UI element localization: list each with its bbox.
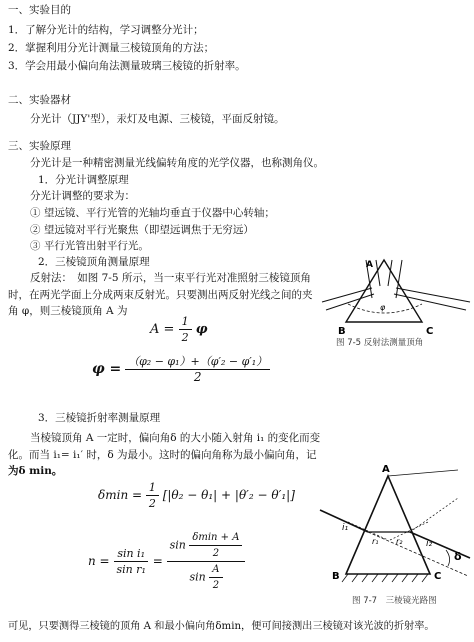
equipment-text: 分光计（JJY'型），汞灯及电源、三棱镜，平面反射镜。 — [30, 113, 285, 125]
fig77-r2-label: r₂ — [396, 537, 403, 546]
fig75-vertex-a: A — [366, 260, 373, 270]
fig75-phi-label: φ — [380, 303, 386, 312]
fig75-vertex-c: C — [426, 326, 434, 336]
sub2-paragraph-line-3: 角 φ，则三棱镜顶角 A 为 — [8, 305, 128, 317]
equation-delta-min: δmin = $\frac{1}{2}$ [|θ₂ − θ₁| + |θ′₂ − θ′₁|] — [98, 481, 295, 510]
spectrometer-intro: 分光计是一种精密测量光线偏转角度的光学仪器，也称测角仪。 — [30, 157, 324, 169]
prism-triangle — [346, 476, 430, 574]
sub2-paragraph-line-2: 时，在两光学面上分成两束反射光。只要测出两反射光线之间的夹 — [8, 289, 313, 301]
equation-phi: φ = $\frac{\text{（φ₂ − φ₁）+（φ′₂ − φ′₁）}}{2}$ — [92, 354, 270, 385]
figure-7-7-caption: 图 7-7 三棱镜光路图 — [352, 596, 437, 606]
figure-7-5-diagram — [318, 258, 474, 336]
requirement-item-3: ③ 平行光管出射平行光。 — [30, 240, 149, 252]
section1-heading: 一、实验目的 — [8, 4, 71, 16]
equation-refractive-index: n = $\frac{\text{sin i₁}}{\text{sin r₁}}$ = sin $\frac{\delta\min + A}{2}$ sin $\frac{A}{2}$ — [88, 530, 245, 593]
sub1-requirement: 分光计调整的要求为： — [30, 190, 135, 202]
section2-heading: 二、实验器材 — [8, 94, 71, 106]
fig77-vertex-c: C — [434, 571, 442, 582]
sub2-paragraph-line-1: 反射法： 如图 7-5 所示，当一束平行光对准照射三棱镜顶角 — [30, 272, 311, 284]
sub3-title: 3．三棱镜折射率测量原理 — [38, 412, 161, 424]
objective-item-3: 3．学会用最小偏向角法测量玻璃三棱镜的折射率。 — [8, 60, 246, 72]
sub2-title: 2．三棱镜顶角测量原理 — [38, 256, 150, 268]
figure-7-5-caption: 图 7-5 反射法测量顶角 — [336, 338, 424, 348]
fig75-vertex-b: B — [338, 326, 346, 336]
fig77-delta-label: δ — [454, 550, 462, 563]
sub3-paragraph-line-3: 为δ min。 — [8, 465, 63, 477]
section3-heading: 三、实验原理 — [8, 140, 71, 152]
requirement-item-2: ② 望远镜对平行光聚焦（即望远调焦于无穷远） — [30, 224, 254, 236]
fig77-i2-label: i₂ — [426, 539, 433, 549]
sub1-title: 1．分光计调整原理 — [38, 174, 129, 186]
figure-7-7-diagram — [318, 462, 472, 594]
sub3-paragraph-line-2: 化。而当 i₁= i₁′ 时，δ 为最小。这时的偏向角称为最小偏向角，记 — [8, 449, 317, 461]
conclusion-text: 可见，只要测得三棱镜的顶角 A 和最小偏向角δmin，便可间接测出三棱镜对该光波的折射率。 — [8, 621, 435, 632]
objective-item-1: 1．了解分光计的结构，学习调整分光计； — [8, 24, 204, 36]
equation-apex-angle: A = $\frac{1}{2}$ φ — [150, 315, 208, 344]
requirement-item-1: ① 望远镜、平行光管的光轴均垂直于仪器中心转轴； — [30, 207, 275, 219]
objective-item-2: 2．掌握利用分光计测量三棱镜顶角的方法； — [8, 42, 215, 54]
fig77-i1-label: i₁ — [342, 523, 349, 533]
fig77-vertex-b: B — [332, 571, 340, 582]
fig77-vertex-a: A — [382, 464, 390, 475]
sub3-paragraph-line-1: 当棱镜顶角 A 一定时，偏向角δ 的大小随入射角 i₁ 的变化而变 — [30, 432, 321, 444]
fig77-r1-label: r₁ — [372, 537, 379, 546]
